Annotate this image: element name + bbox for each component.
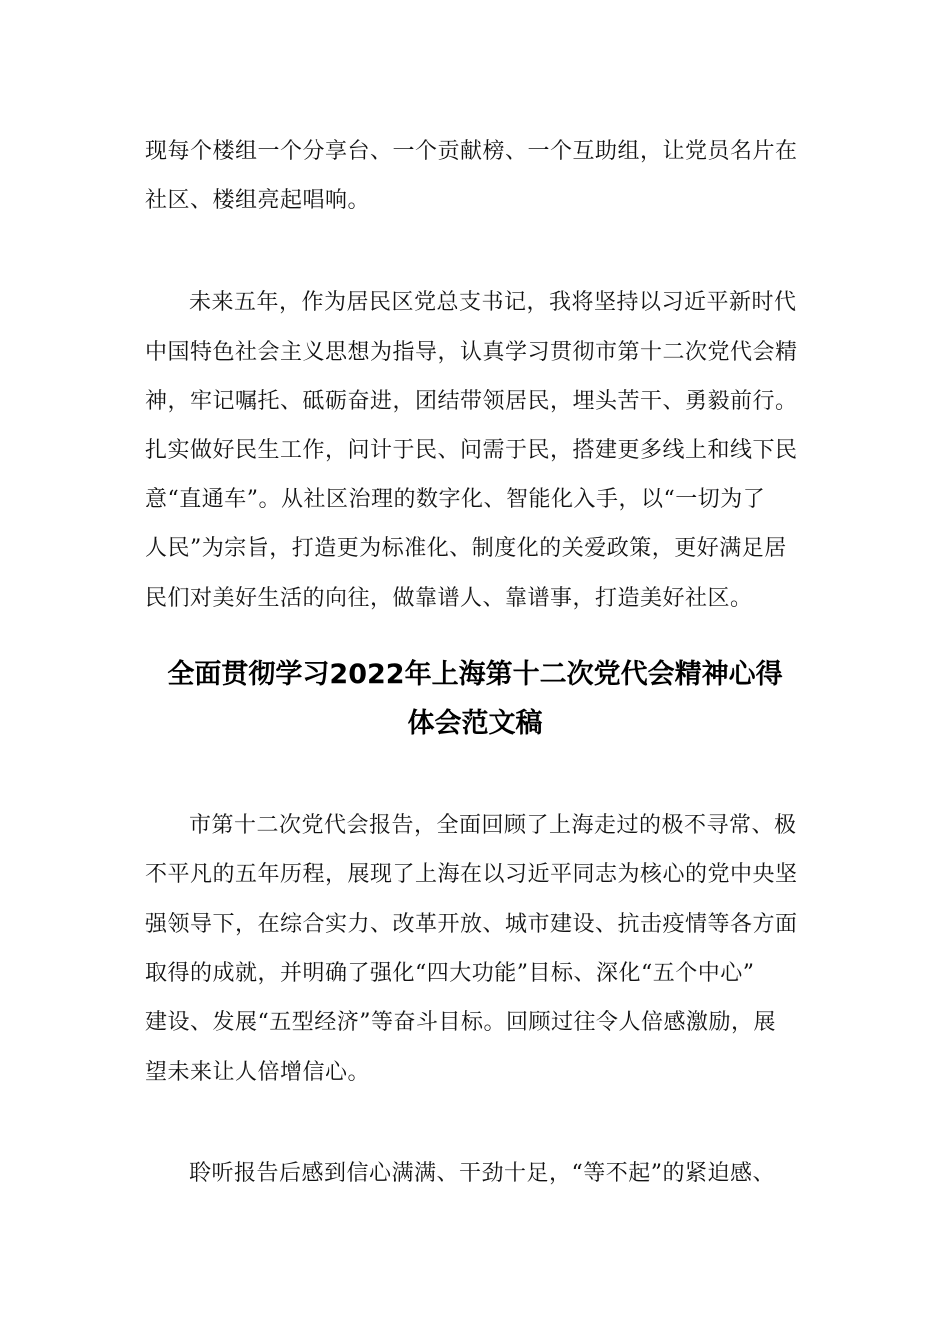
paragraph-line: 建设、发展“五型经济”等奋斗目标。回顾过往令人倍感激励，展 <box>145 1010 776 1035</box>
article-title-line-2: 体会范文稿 <box>407 708 543 739</box>
paragraph-line: 人民”为宗旨，打造更为标准化、制度化的关爱政策，更好满足居 <box>145 536 787 561</box>
paragraph-line: 不平凡的五年历程，展现了上海在以习近平同志为核心的党中央坚 <box>145 862 798 887</box>
paragraph-line: 市第十二次党代会报告，全面回顾了上海走过的极不寻常、极 <box>189 813 797 838</box>
paragraph-line: 聆听报告后感到信心满满、干劲十足，“等不起”的紧迫感、 <box>189 1161 775 1186</box>
paragraph-line: 现每个楼组一个分享台、一个贡献榜、一个互助组，让党员名片在 <box>145 139 798 164</box>
paragraph-line: 民们对美好生活的向往，做靠谱人、靠谱事，打造美好社区。 <box>145 586 753 611</box>
paragraph-line: 中国特色社会主义思想为指导，认真学习贯彻市第十二次党代会精 <box>145 340 798 365</box>
paragraph-line: 取得的成就，并明确了强化“四大功能”目标、深化“五个中心” <box>145 961 755 986</box>
paragraph-line: 望未来让人倍增信心。 <box>145 1060 371 1085</box>
paragraph-line: 强领导下，在综合实力、改革开放、城市建设、抗击疫情等各方面 <box>145 912 798 937</box>
paragraph-line: 未来五年，作为居民区党总支书记，我将坚持以习近平新时代 <box>189 290 797 315</box>
paragraph-line: 扎实做好民生工作，问计于民、问需于民，搭建更多线上和线下民 <box>145 438 798 463</box>
paragraph-line: 社区、楼组亮起唱响。 <box>145 188 371 213</box>
article-title-line-1: 全面贯彻学习2022年上海第十二次党代会精神心得 <box>167 659 783 690</box>
paragraph-line: 神，牢记嘱托、砥砺奋进，团结带领居民，埋头苦干、勇毅前行。 <box>145 389 798 414</box>
paragraph-line: 意“直通车”。从社区治理的数字化、智能化入手，以“一切为了 <box>145 487 766 512</box>
